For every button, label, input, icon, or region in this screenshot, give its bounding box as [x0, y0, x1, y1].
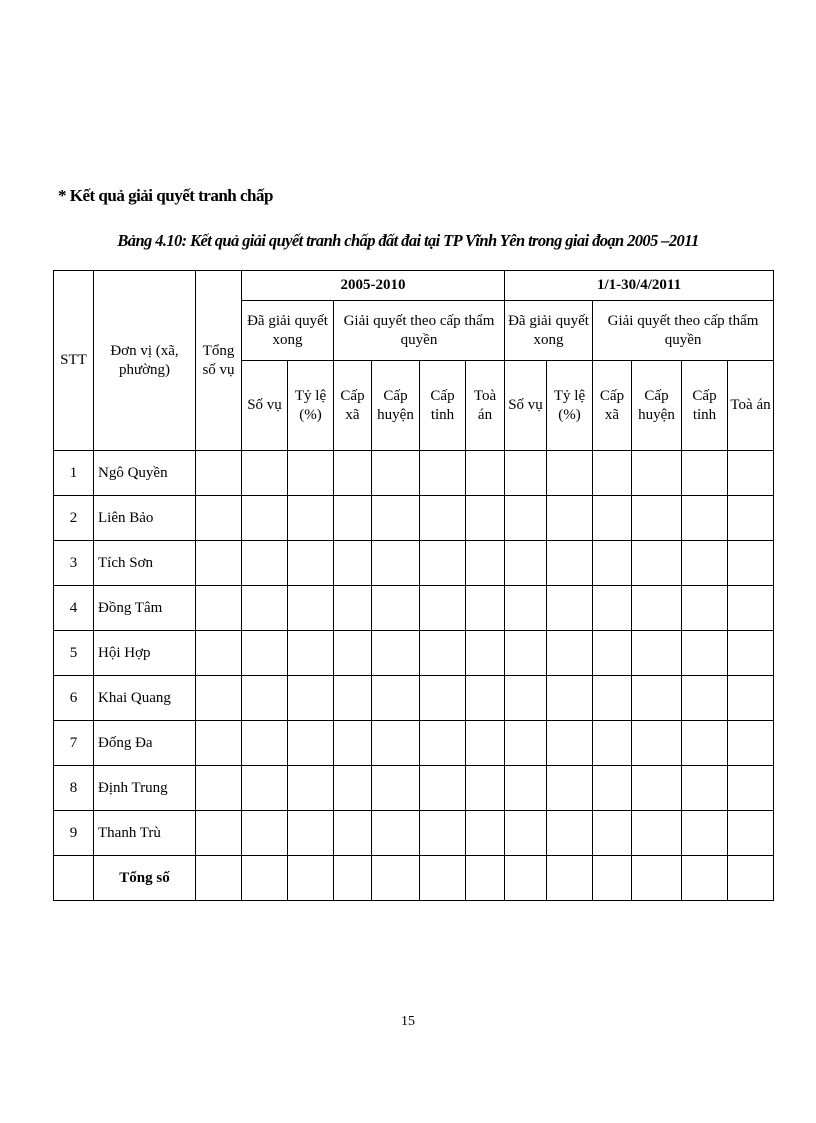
- empty-cell: [466, 766, 505, 811]
- header-total-cases: Tổng số vụ: [196, 271, 242, 451]
- header-resolved-p1: Đã giải quyết xong: [242, 301, 334, 361]
- header-province-p1: Cấp tỉnh: [420, 361, 466, 451]
- empty-cell: [334, 586, 372, 631]
- empty-cell: [372, 676, 420, 721]
- empty-cell: [372, 451, 420, 496]
- empty-cell: [466, 586, 505, 631]
- empty-cell: [547, 451, 593, 496]
- empty-cell: [728, 766, 774, 811]
- empty-cell: [728, 496, 774, 541]
- empty-cell: [372, 631, 420, 676]
- row-unit-name: Thanh Trù: [94, 811, 196, 856]
- empty-cell: [242, 721, 288, 766]
- empty-cell: [334, 631, 372, 676]
- empty-cell: [466, 496, 505, 541]
- empty-cell: [547, 721, 593, 766]
- empty-cell: [466, 676, 505, 721]
- row-unit-name: Tích Sơn: [94, 541, 196, 586]
- total-row: [54, 856, 774, 901]
- header-stt: STT: [54, 271, 94, 451]
- empty-cell: [242, 541, 288, 586]
- empty-cell: [334, 766, 372, 811]
- empty-cell: [420, 811, 466, 856]
- empty-cell: [682, 721, 728, 766]
- empty-cell: [288, 586, 334, 631]
- row-stt: 7: [54, 721, 94, 766]
- row-unit-name: Liên Bảo: [94, 496, 196, 541]
- empty-cell: [242, 811, 288, 856]
- empty-cell: [242, 676, 288, 721]
- empty-cell: [242, 631, 288, 676]
- empty-cell: [547, 496, 593, 541]
- row-unit-name: Hội Hợp: [94, 631, 196, 676]
- empty-cell: [632, 451, 682, 496]
- empty-cell: [288, 451, 334, 496]
- empty-cell: [593, 721, 632, 766]
- empty-cell: [593, 766, 632, 811]
- header-district-p1: Cấp huyện: [372, 361, 420, 451]
- empty-cell: [196, 676, 242, 721]
- row-unit-name: Ngô Quyền: [94, 451, 196, 496]
- header-commune-p2: Cấp xã: [593, 361, 632, 451]
- empty-cell: [334, 721, 372, 766]
- empty-cell: [505, 586, 547, 631]
- empty-cell: [728, 451, 774, 496]
- section-heading: * Kết quả giải quyết tranh chấp: [58, 186, 273, 205]
- empty-cell: [288, 811, 334, 856]
- empty-cell: [632, 541, 682, 586]
- empty-cell: [728, 811, 774, 856]
- empty-cell: [547, 676, 593, 721]
- empty-cell: [372, 721, 420, 766]
- row-unit-name: Đống Đa: [94, 721, 196, 766]
- empty-cell: [420, 496, 466, 541]
- empty-cell: [196, 496, 242, 541]
- empty-cell: [466, 541, 505, 586]
- row-stt: 3: [54, 541, 94, 586]
- row-stt: 5: [54, 631, 94, 676]
- table-row: [54, 586, 774, 631]
- table-caption: Bảng 4.10: Kết quả giải quyết tranh chấp đất đai tại TP Vĩnh Yên trong giai đoạn 2005 –2011: [117, 231, 699, 250]
- empty-cell: [466, 631, 505, 676]
- empty-cell: [505, 811, 547, 856]
- empty-cell: [632, 721, 682, 766]
- empty-cell: [547, 541, 593, 586]
- empty-cell: [728, 721, 774, 766]
- empty-cell: [334, 541, 372, 586]
- empty-cell: [728, 586, 774, 631]
- header-rate-p2: Tỷ lệ (%): [547, 361, 593, 451]
- header-by-level-p2: Giải quyết theo cấp thẩm quyền: [593, 301, 774, 361]
- header-cases-p1: Số vụ: [242, 361, 288, 451]
- empty-cell: [505, 721, 547, 766]
- empty-cell: [288, 721, 334, 766]
- empty-cell: [547, 586, 593, 631]
- table-row: [54, 721, 774, 766]
- empty-cell: [420, 766, 466, 811]
- empty-cell: [242, 586, 288, 631]
- empty-cell: [682, 586, 728, 631]
- empty-cell: [632, 811, 682, 856]
- empty-cell: [593, 811, 632, 856]
- empty-cell: [547, 631, 593, 676]
- empty-cell: [196, 766, 242, 811]
- total-label: Tổng số: [94, 856, 196, 901]
- header-commune-p1: Cấp xã: [334, 361, 372, 451]
- empty-cell: [505, 451, 547, 496]
- empty-cell: [682, 811, 728, 856]
- empty-cell: [505, 676, 547, 721]
- empty-cell: [420, 541, 466, 586]
- header-period-2005-2010: 2005-2010: [242, 271, 505, 301]
- empty-cell: [372, 586, 420, 631]
- empty-cell: [682, 631, 728, 676]
- empty-cell: [632, 496, 682, 541]
- empty-cell: [196, 451, 242, 496]
- empty-cell: [288, 631, 334, 676]
- empty-cell: [505, 631, 547, 676]
- table-body: [54, 451, 774, 856]
- empty-cell: [632, 631, 682, 676]
- empty-cell: [334, 451, 372, 496]
- row-stt: 4: [54, 586, 94, 631]
- table-row: [54, 631, 774, 676]
- empty-cell: [288, 676, 334, 721]
- row-unit-name: Khai Quang: [94, 676, 196, 721]
- empty-cell: [682, 541, 728, 586]
- empty-cell: [372, 811, 420, 856]
- empty-cell: [242, 451, 288, 496]
- empty-cell: [334, 811, 372, 856]
- row-stt: 8: [54, 766, 94, 811]
- empty-cell: [547, 811, 593, 856]
- header-rate-p1: Tỷ lệ (%): [288, 361, 334, 451]
- empty-cell: [334, 496, 372, 541]
- empty-cell: [466, 451, 505, 496]
- row-stt: 1: [54, 451, 94, 496]
- empty-cell: [728, 541, 774, 586]
- header-by-level-p1: Giải quyết theo cấp thẩm quyền: [334, 301, 505, 361]
- total-stt-cell: [54, 856, 94, 901]
- empty-cell: [505, 541, 547, 586]
- header-period-2011: 1/1-30/4/2011: [505, 271, 774, 301]
- row-stt: 6: [54, 676, 94, 721]
- row-stt: 2: [54, 496, 94, 541]
- empty-cell: [632, 766, 682, 811]
- empty-cell: [593, 631, 632, 676]
- empty-cell: [288, 766, 334, 811]
- table-row: [54, 811, 774, 856]
- table-row: [54, 766, 774, 811]
- row-stt: 9: [54, 811, 94, 856]
- empty-cell: [196, 541, 242, 586]
- page-number: 15: [401, 1014, 415, 1029]
- empty-cell: [593, 676, 632, 721]
- empty-cell: [682, 496, 728, 541]
- row-unit-name: Đồng Tâm: [94, 586, 196, 631]
- empty-cell: [632, 586, 682, 631]
- empty-cell: [505, 496, 547, 541]
- empty-cell: [196, 631, 242, 676]
- empty-cell: [288, 496, 334, 541]
- empty-cell: [420, 676, 466, 721]
- empty-cell: [420, 631, 466, 676]
- empty-cell: [242, 766, 288, 811]
- dispute-results-table: [53, 270, 774, 901]
- row-unit-name: Định Trung: [94, 766, 196, 811]
- empty-cell: [547, 766, 593, 811]
- empty-cell: [593, 541, 632, 586]
- empty-cell: [682, 451, 728, 496]
- empty-cell: [728, 676, 774, 721]
- empty-cell: [728, 631, 774, 676]
- empty-cell: [420, 721, 466, 766]
- table-row: [54, 676, 774, 721]
- empty-cell: [372, 541, 420, 586]
- empty-cell: [242, 496, 288, 541]
- empty-cell: [682, 766, 728, 811]
- header-district-p2: Cấp huyện: [632, 361, 682, 451]
- table-row: [54, 496, 774, 541]
- empty-cell: [593, 586, 632, 631]
- empty-cell: [196, 811, 242, 856]
- empty-cell: [632, 676, 682, 721]
- header-court-p2: Toà án: [728, 361, 774, 451]
- header-province-p2: Cấp tỉnh: [682, 361, 728, 451]
- table-row: [54, 541, 774, 586]
- empty-cell: [288, 541, 334, 586]
- empty-cell: [420, 451, 466, 496]
- empty-cell: [372, 766, 420, 811]
- empty-cell: [334, 676, 372, 721]
- empty-cell: [420, 586, 466, 631]
- header-unit: Đơn vị (xã, phường): [94, 271, 196, 451]
- empty-cell: [196, 586, 242, 631]
- empty-cell: [593, 451, 632, 496]
- empty-cell: [196, 721, 242, 766]
- header-court-p1: Toà án: [466, 361, 505, 451]
- table-row: [54, 451, 774, 496]
- empty-cell: [505, 766, 547, 811]
- header-cases-p2: Số vụ: [505, 361, 547, 451]
- empty-cell: [466, 811, 505, 856]
- header-resolved-p2: Đã giải quyết xong: [505, 301, 593, 361]
- empty-cell: [466, 721, 505, 766]
- empty-cell: [682, 676, 728, 721]
- empty-cell: [372, 496, 420, 541]
- empty-cell: [593, 496, 632, 541]
